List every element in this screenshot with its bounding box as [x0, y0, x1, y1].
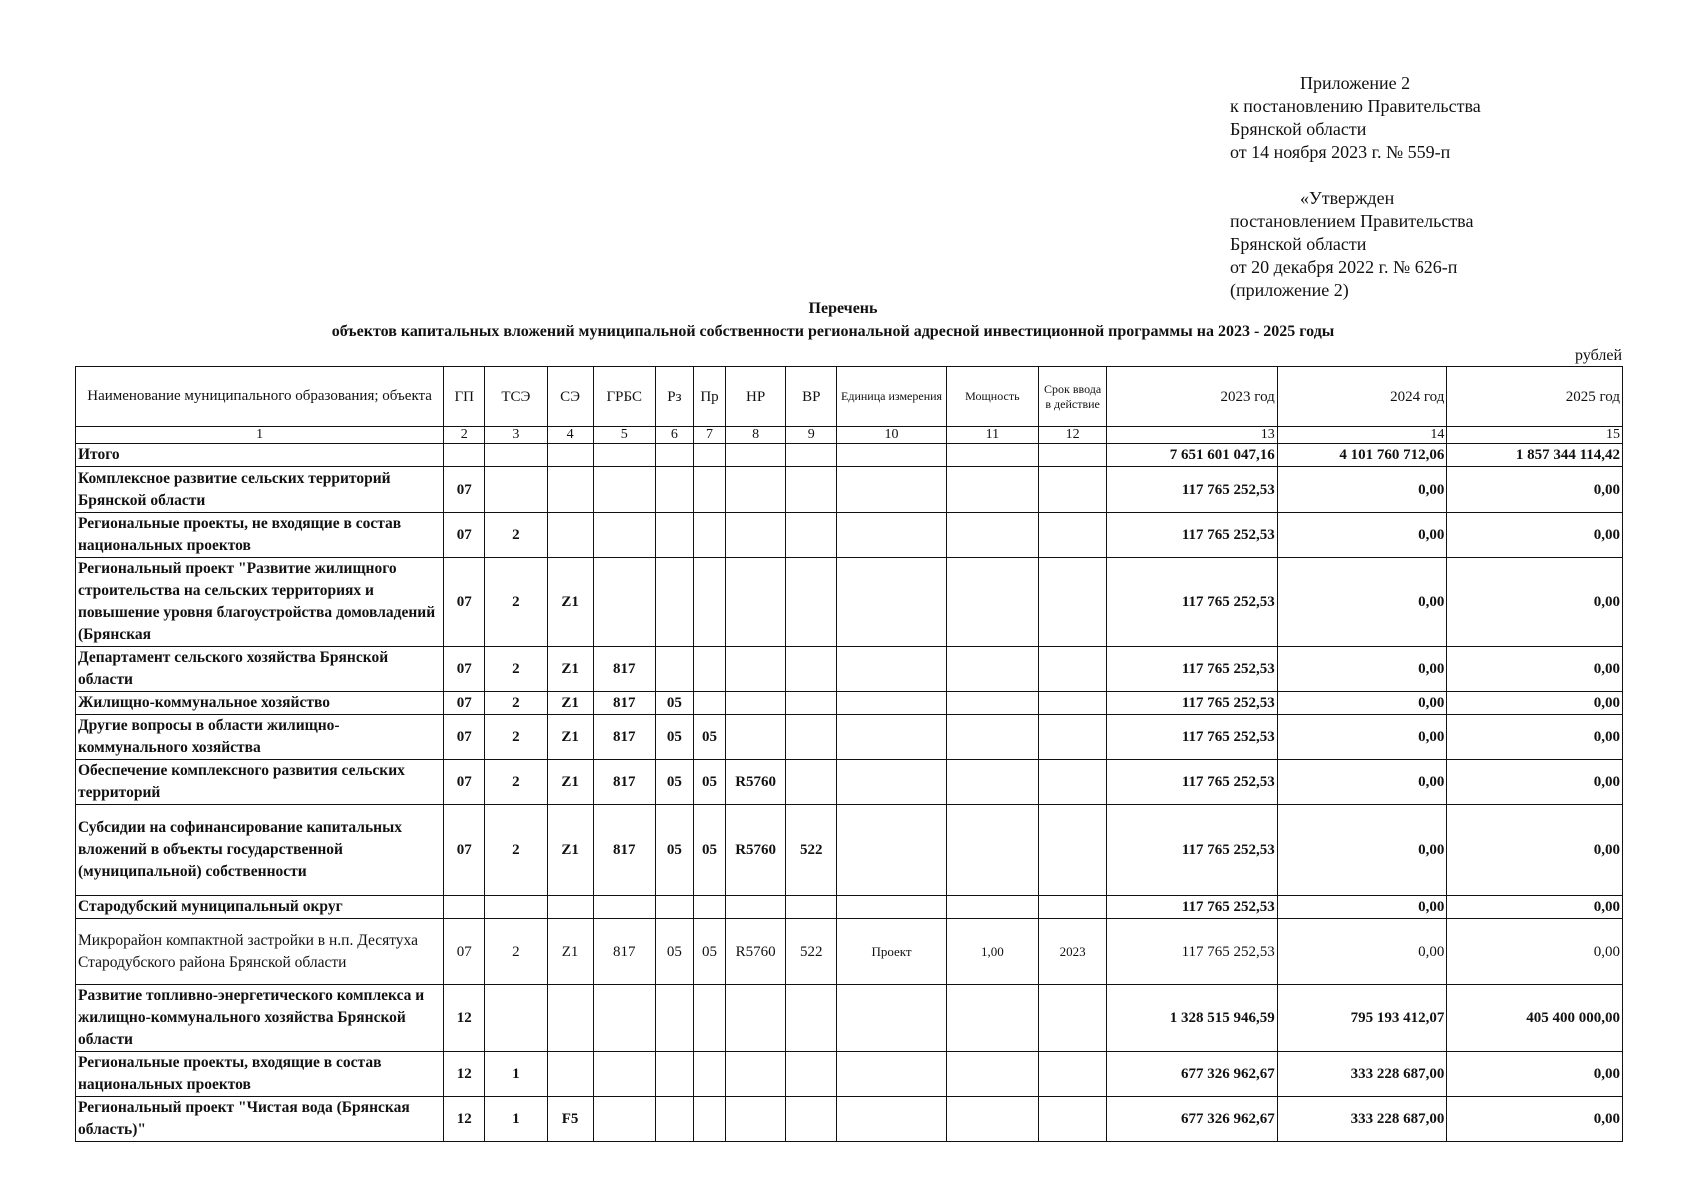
- nr-cell: [726, 1097, 786, 1142]
- table-row: [76, 896, 1623, 919]
- column-header: Срок ввода в действие: [1039, 367, 1107, 427]
- amount-2025-cell: 0,00: [1447, 692, 1623, 715]
- unit-cell: [837, 647, 946, 692]
- pr-cell: [693, 1097, 725, 1142]
- unit-cell: [837, 1052, 946, 1097]
- vr-cell: [786, 647, 837, 692]
- commissioning-cell: 2023: [1039, 919, 1107, 985]
- amount-2023-cell: 117 765 252,53: [1107, 715, 1278, 760]
- nr-cell: [726, 647, 786, 692]
- gp-cell: [444, 896, 485, 919]
- unit-cell: [837, 805, 946, 896]
- se-cell: Z1: [547, 558, 593, 647]
- grbs-cell: 817: [593, 919, 655, 985]
- vr-cell: [786, 1052, 837, 1097]
- nr-cell: [726, 513, 786, 558]
- amount-2025-cell: 0,00: [1447, 558, 1623, 647]
- column-number: 14: [1277, 427, 1447, 444]
- pr-cell: [693, 896, 725, 919]
- grbs-cell: [593, 467, 655, 513]
- rz-cell: [655, 558, 693, 647]
- amount-2025-cell: 0,00: [1447, 1052, 1623, 1097]
- amount-2024-cell: 0,00: [1277, 513, 1447, 558]
- rz-cell: 05: [655, 760, 693, 805]
- amount-2023-cell: 117 765 252,53: [1107, 760, 1278, 805]
- amount-2024-cell: 0,00: [1277, 760, 1447, 805]
- object-name-cell: Региональные проекты, входящие в состав национальных проектов: [76, 1052, 444, 1097]
- amount-2025-cell: 0,00: [1447, 647, 1623, 692]
- amount-2025-cell: 0,00: [1447, 467, 1623, 513]
- object-name-cell: Другие вопросы в области жилищно-коммунального хозяйства: [76, 715, 444, 760]
- capacity-cell: [946, 558, 1038, 647]
- amount-2025-cell: 0,00: [1447, 896, 1623, 919]
- gp-cell: 07: [444, 647, 485, 692]
- grbs-cell: 817: [593, 760, 655, 805]
- column-number: 6: [655, 427, 693, 444]
- grbs-cell: [593, 444, 655, 467]
- gp-cell: 07: [444, 513, 485, 558]
- amount-2025-cell: 0,00: [1447, 919, 1623, 985]
- table-row: [76, 513, 1623, 558]
- pr-cell: [693, 1052, 725, 1097]
- se-cell: [547, 896, 593, 919]
- capacity-cell: [946, 805, 1038, 896]
- object-name-cell: Жилищно-коммунальное хозяйство: [76, 692, 444, 715]
- commissioning-cell: [1039, 1097, 1107, 1142]
- commissioning-cell: [1039, 1052, 1107, 1097]
- unit-cell: [837, 896, 946, 919]
- commissioning-cell: [1039, 896, 1107, 919]
- document-title: Перечень: [808, 300, 878, 317]
- capacity-cell: [946, 513, 1038, 558]
- grbs-cell: [593, 985, 655, 1052]
- object-name-cell: Развитие топливно-энергетического комплекса и жилищно-коммунального хозяйства Брянской области: [76, 985, 444, 1052]
- vr-cell: [786, 444, 837, 467]
- tse-cell: 1: [485, 1052, 547, 1097]
- column-number: 13: [1107, 427, 1278, 444]
- amount-2025-cell: 405 400 000,00: [1447, 985, 1623, 1052]
- pr-cell: 05: [693, 715, 725, 760]
- vr-cell: [786, 467, 837, 513]
- commissioning-cell: [1039, 467, 1107, 513]
- object-name-cell: Субсидии на софинансирование капитальных вложений в объекты государственной (муниципальной) собственности: [76, 805, 444, 896]
- column-header: Рз: [655, 367, 693, 427]
- gp-cell: [444, 444, 485, 467]
- table-row: [76, 805, 1623, 896]
- table-row: [76, 692, 1623, 715]
- commissioning-cell: [1039, 513, 1107, 558]
- column-header: ГП: [444, 367, 485, 427]
- commissioning-cell: [1039, 444, 1107, 467]
- amount-2023-cell: 117 765 252,53: [1107, 647, 1278, 692]
- unit-cell: [837, 1097, 946, 1142]
- pr-cell: 05: [693, 805, 725, 896]
- amount-2023-cell: 117 765 252,53: [1107, 805, 1278, 896]
- amount-2024-cell: 0,00: [1277, 647, 1447, 692]
- amount-2024-cell: 0,00: [1277, 467, 1447, 513]
- vr-cell: 522: [786, 805, 837, 896]
- appendix-line: Брянской области: [1230, 119, 1367, 139]
- column-number: 1: [76, 427, 444, 444]
- amount-2024-cell: 0,00: [1277, 692, 1447, 715]
- column-header: ВР: [786, 367, 837, 427]
- capacity-cell: 1,00: [946, 919, 1038, 985]
- nr-cell: [726, 896, 786, 919]
- column-number: 12: [1039, 427, 1107, 444]
- gp-cell: 07: [444, 805, 485, 896]
- capacity-cell: [946, 760, 1038, 805]
- gp-cell: 12: [444, 985, 485, 1052]
- tse-cell: [485, 467, 547, 513]
- amount-2024-cell: 0,00: [1277, 715, 1447, 760]
- nr-cell: R5760: [726, 760, 786, 805]
- se-cell: F5: [547, 1097, 593, 1142]
- tse-cell: [485, 896, 547, 919]
- table-row: [76, 1052, 1623, 1097]
- commissioning-cell: [1039, 760, 1107, 805]
- amount-2024-cell: 0,00: [1277, 558, 1447, 647]
- approved-line: (приложение 2): [1230, 280, 1349, 300]
- table-row: [76, 558, 1623, 647]
- capacity-cell: [946, 444, 1038, 467]
- appendix-header: [1230, 72, 1650, 302]
- amount-2023-cell: 117 765 252,53: [1107, 558, 1278, 647]
- se-cell: Z1: [547, 919, 593, 985]
- pr-cell: [693, 692, 725, 715]
- vr-cell: [786, 715, 837, 760]
- table-row: [76, 919, 1623, 985]
- amount-2025-cell: 0,00: [1447, 805, 1623, 896]
- tse-cell: 2: [485, 692, 547, 715]
- column-number: 10: [837, 427, 946, 444]
- capacity-cell: [946, 985, 1038, 1052]
- approved-line: постановлением Правительства: [1230, 211, 1474, 231]
- amount-2024-cell: 0,00: [1277, 805, 1447, 896]
- amount-2024-cell: 0,00: [1277, 896, 1447, 919]
- pr-cell: [693, 647, 725, 692]
- column-header: НР: [726, 367, 786, 427]
- capacity-cell: [946, 715, 1038, 760]
- object-name-cell: Итого: [76, 444, 444, 467]
- grbs-cell: 817: [593, 647, 655, 692]
- amount-2024-cell: 795 193 412,07: [1277, 985, 1447, 1052]
- column-header: Наименование муниципального образования; объекта: [76, 367, 444, 427]
- investment-table: [75, 366, 1623, 1142]
- rz-cell: 05: [655, 805, 693, 896]
- nr-cell: [726, 1052, 786, 1097]
- amount-2024-cell: 4 101 760 712,06: [1277, 444, 1447, 467]
- commissioning-cell: [1039, 985, 1107, 1052]
- header-row: [76, 367, 1623, 427]
- object-name-cell: Региональный проект "Развитие жилищного строительства на сельских территориях и повышение уровня благоустройства домовладений (Брянская: [76, 558, 444, 647]
- column-header: 2024 год: [1277, 367, 1447, 427]
- gp-cell: 07: [444, 760, 485, 805]
- object-name-cell: Региональный проект "Чистая вода (Брянская область)": [76, 1097, 444, 1142]
- table-row: [76, 467, 1623, 513]
- gp-cell: 07: [444, 715, 485, 760]
- amount-2024-cell: 333 228 687,00: [1277, 1052, 1447, 1097]
- grbs-cell: [593, 513, 655, 558]
- gp-cell: 07: [444, 558, 485, 647]
- nr-cell: R5760: [726, 919, 786, 985]
- rz-cell: [655, 896, 693, 919]
- column-header: Мощность: [946, 367, 1038, 427]
- column-number: 4: [547, 427, 593, 444]
- tse-cell: 2: [485, 513, 547, 558]
- object-name-cell: Комплексное развитие сельских территорий Брянской области: [76, 467, 444, 513]
- amount-2023-cell: 117 765 252,53: [1107, 692, 1278, 715]
- column-number: 5: [593, 427, 655, 444]
- nr-cell: [726, 444, 786, 467]
- amount-2023-cell: 117 765 252,53: [1107, 919, 1278, 985]
- amount-2025-cell: 1 857 344 114,42: [1447, 444, 1623, 467]
- appendix-line: Приложение 2: [1300, 73, 1411, 93]
- se-cell: [547, 513, 593, 558]
- column-number: 9: [786, 427, 837, 444]
- pr-cell: 05: [693, 919, 725, 985]
- rz-cell: [655, 647, 693, 692]
- gp-cell: 12: [444, 1052, 485, 1097]
- se-cell: Z1: [547, 715, 593, 760]
- amount-2023-cell: 677 326 962,67: [1107, 1097, 1278, 1142]
- se-cell: Z1: [547, 647, 593, 692]
- column-number: 8: [726, 427, 786, 444]
- column-number: 15: [1447, 427, 1623, 444]
- capacity-cell: [946, 647, 1038, 692]
- nr-cell: [726, 715, 786, 760]
- unit-cell: [837, 444, 946, 467]
- rz-cell: [655, 985, 693, 1052]
- table-row: [76, 444, 1623, 467]
- table-row: [76, 760, 1623, 805]
- nr-cell: [726, 558, 786, 647]
- se-cell: Z1: [547, 805, 593, 896]
- pr-cell: [693, 985, 725, 1052]
- rz-cell: [655, 444, 693, 467]
- commissioning-cell: [1039, 692, 1107, 715]
- amount-2025-cell: 0,00: [1447, 1097, 1623, 1142]
- se-cell: Z1: [547, 692, 593, 715]
- amount-2025-cell: 0,00: [1447, 513, 1623, 558]
- object-name-cell: Микрорайон компактной застройки в н.п. Десятуха Стародубского района Брянской области: [76, 919, 444, 985]
- column-header: Пр: [693, 367, 725, 427]
- grbs-cell: [593, 1097, 655, 1142]
- se-cell: [547, 444, 593, 467]
- approved-line: Брянской области: [1230, 234, 1367, 254]
- amount-2024-cell: 0,00: [1277, 919, 1447, 985]
- nr-cell: R5760: [726, 805, 786, 896]
- object-name-cell: Стародубский муниципальный округ: [76, 896, 444, 919]
- unit-cell: [837, 760, 946, 805]
- pr-cell: [693, 558, 725, 647]
- unit-cell: [837, 715, 946, 760]
- gp-cell: 07: [444, 919, 485, 985]
- column-header: СЭ: [547, 367, 593, 427]
- amount-2025-cell: 0,00: [1447, 760, 1623, 805]
- table-body: [76, 444, 1623, 1142]
- appendix-line: к постановлению Правительства: [1230, 96, 1481, 116]
- rz-cell: [655, 1052, 693, 1097]
- rz-cell: 05: [655, 919, 693, 985]
- vr-cell: [786, 896, 837, 919]
- capacity-cell: [946, 896, 1038, 919]
- grbs-cell: [593, 558, 655, 647]
- capacity-cell: [946, 1097, 1038, 1142]
- nr-cell: [726, 467, 786, 513]
- appendix-line: от 14 ноября 2023 г. № 559-п: [1230, 142, 1451, 162]
- amount-2023-cell: 7 651 601 047,16: [1107, 444, 1278, 467]
- column-number: 2: [444, 427, 485, 444]
- table-row: [76, 985, 1623, 1052]
- tse-cell: [485, 444, 547, 467]
- commissioning-cell: [1039, 805, 1107, 896]
- tse-cell: 2: [485, 558, 547, 647]
- gp-cell: 12: [444, 1097, 485, 1142]
- tse-cell: 2: [485, 919, 547, 985]
- se-cell: Z1: [547, 760, 593, 805]
- vr-cell: [786, 558, 837, 647]
- object-name-cell: Обеспечение комплексного развития сельских территорий: [76, 760, 444, 805]
- vr-cell: [786, 692, 837, 715]
- amount-2023-cell: 1 328 515 946,59: [1107, 985, 1278, 1052]
- unit-cell: [837, 467, 946, 513]
- tse-cell: 2: [485, 715, 547, 760]
- rz-cell: 05: [655, 715, 693, 760]
- tse-cell: 2: [485, 760, 547, 805]
- units-label: рублей: [1575, 347, 1622, 364]
- amount-2025-cell: 0,00: [1447, 715, 1623, 760]
- table-row: [76, 647, 1623, 692]
- table-row: [76, 715, 1623, 760]
- rz-cell: [655, 1097, 693, 1142]
- column-number-row: [76, 427, 1623, 444]
- column-number: 11: [946, 427, 1038, 444]
- unit-cell: [837, 558, 946, 647]
- vr-cell: [786, 985, 837, 1052]
- commissioning-cell: [1039, 558, 1107, 647]
- pr-cell: 05: [693, 760, 725, 805]
- se-cell: [547, 985, 593, 1052]
- column-header: 2025 год: [1447, 367, 1623, 427]
- tse-cell: [485, 985, 547, 1052]
- unit-cell: [837, 692, 946, 715]
- approved-line: от 20 декабря 2022 г. № 626-п: [1230, 257, 1458, 277]
- approved-line: «Утвержден: [1300, 188, 1395, 208]
- nr-cell: [726, 692, 786, 715]
- amount-2023-cell: 677 326 962,67: [1107, 1052, 1278, 1097]
- vr-cell: 522: [786, 919, 837, 985]
- commissioning-cell: [1039, 715, 1107, 760]
- document-subtitle: объектов капитальных вложений муниципальной собственности региональной адресной инвестиционной программы на 2023 - 2025 годы: [331, 323, 1335, 340]
- column-number: 7: [693, 427, 725, 444]
- commissioning-cell: [1039, 647, 1107, 692]
- column-header: ГРБС: [593, 367, 655, 427]
- gp-cell: 07: [444, 467, 485, 513]
- pr-cell: [693, 513, 725, 558]
- column-header: ТСЭ: [485, 367, 547, 427]
- capacity-cell: [946, 1052, 1038, 1097]
- rz-cell: [655, 513, 693, 558]
- pr-cell: [693, 467, 725, 513]
- object-name-cell: Региональные проекты, не входящие в состав национальных проектов: [76, 513, 444, 558]
- grbs-cell: [593, 896, 655, 919]
- tse-cell: 2: [485, 805, 547, 896]
- grbs-cell: [593, 1052, 655, 1097]
- grbs-cell: 817: [593, 715, 655, 760]
- tse-cell: 2: [485, 647, 547, 692]
- gp-cell: 07: [444, 692, 485, 715]
- amount-2023-cell: 117 765 252,53: [1107, 513, 1278, 558]
- grbs-cell: 817: [593, 692, 655, 715]
- amount-2023-cell: 117 765 252,53: [1107, 467, 1278, 513]
- vr-cell: [786, 1097, 837, 1142]
- unit-cell: [837, 513, 946, 558]
- amount-2024-cell: 333 228 687,00: [1277, 1097, 1447, 1142]
- nr-cell: [726, 985, 786, 1052]
- vr-cell: [786, 760, 837, 805]
- column-number: 3: [485, 427, 547, 444]
- unit-cell: [837, 985, 946, 1052]
- rz-cell: 05: [655, 692, 693, 715]
- vr-cell: [786, 513, 837, 558]
- unit-cell: Проект: [837, 919, 946, 985]
- pr-cell: [693, 444, 725, 467]
- object-name-cell: Департамент сельского хозяйства Брянской области: [76, 647, 444, 692]
- rz-cell: [655, 467, 693, 513]
- capacity-cell: [946, 467, 1038, 513]
- amount-2023-cell: 117 765 252,53: [1107, 896, 1278, 919]
- grbs-cell: 817: [593, 805, 655, 896]
- tse-cell: 1: [485, 1097, 547, 1142]
- column-header: Единица измерения: [837, 367, 946, 427]
- se-cell: [547, 1052, 593, 1097]
- column-header: 2023 год: [1107, 367, 1278, 427]
- table-row: [76, 1097, 1623, 1142]
- se-cell: [547, 467, 593, 513]
- capacity-cell: [946, 692, 1038, 715]
